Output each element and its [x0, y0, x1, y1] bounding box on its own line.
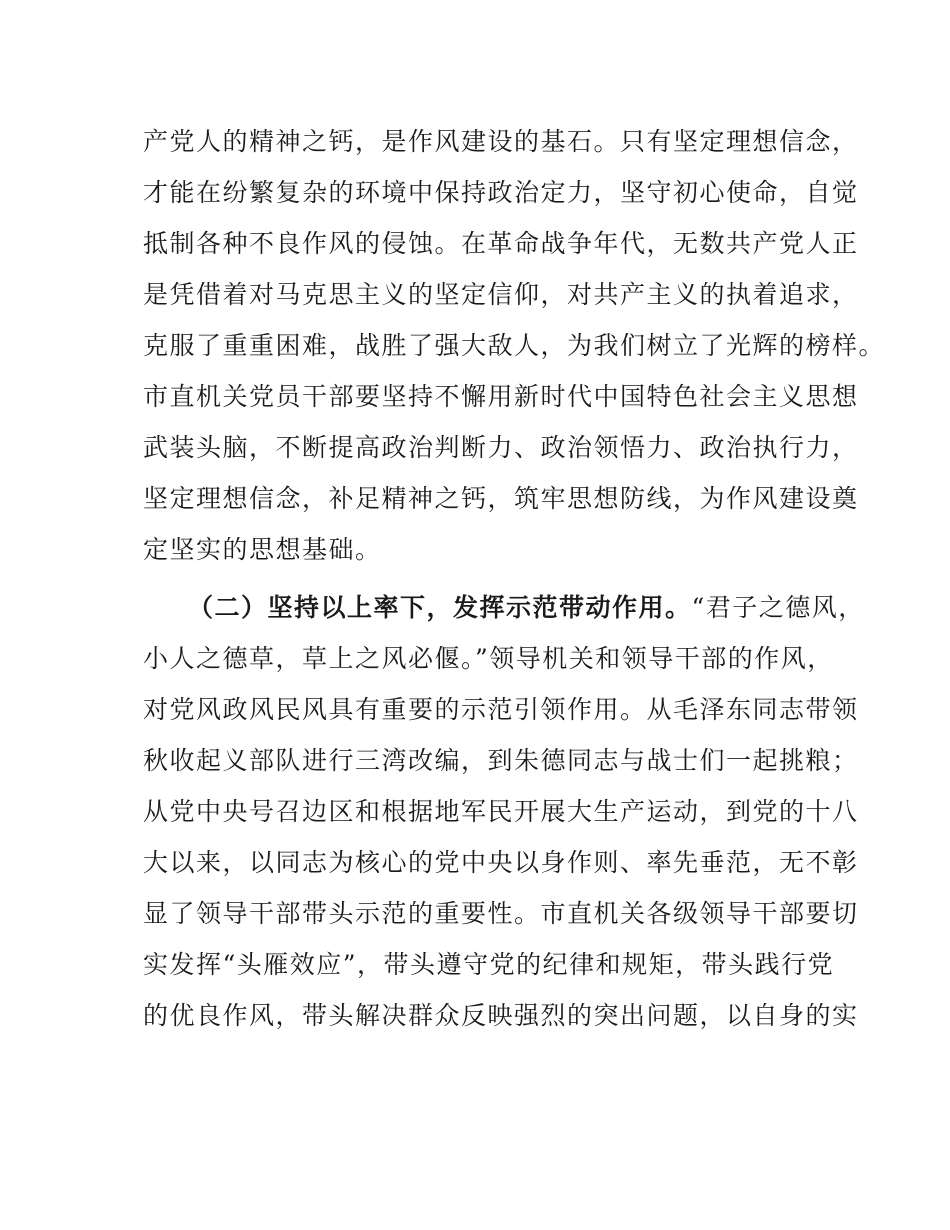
paragraph-2-line-7: 显了领导干部带头示范的重要性。市直机关各级领导干部要切 — [143, 899, 859, 928]
paragraph-1-line-3: 抵制各种不良作风的侵蚀。在革命战争年代，无数共产党人正 — [143, 229, 859, 258]
paragraph-1-line-7: 武装头脑，不断提高政治判断力、政治领悟力、政治执行力， — [143, 433, 859, 462]
paragraph-1-line-1: 产党人的精神之钙，是作风建设的基石。只有坚定理想信念， — [143, 127, 859, 156]
paragraph-2-first-line — [188, 593, 868, 623]
paragraph-2-line-5: 从党中央号召边区和根据地军民开展大生产运动，到党的十八 — [143, 797, 859, 826]
paragraph-2-line-2: 小人之德草，草上之风必偃。”领导机关和领导干部的作风， — [143, 644, 834, 673]
paragraph-2-line-8: 实发挥“头雁效应”，带头遵守党的纪律和规矩，带头践行党 — [143, 950, 835, 979]
paragraph-2-line-4: 秋收起义部队进行三湾改编，到朱德同志与战士们一起挑粮； — [143, 746, 859, 775]
paragraph-1-line-8: 坚定理想信念，补足精神之钙，筑牢思想防线，为作风建设奠 — [143, 484, 859, 513]
paragraph-1-line-4: 是凭借着对马克思主义的坚定信仰，对共产主义的执着追求， — [143, 280, 859, 309]
paragraph-1-line-2: 才能在纷繁复杂的环境中保持政治定力，坚守初心使命，自觉 — [143, 178, 859, 207]
paragraph-1-line-6: 市直机关党员干部要坚持不懈用新时代中国特色社会主义思想 — [143, 382, 859, 411]
section-heading: （二）坚持以上率下，发挥示范带动作用。 — [188, 593, 692, 622]
paragraph-2-line-3: 对党风政风民风具有重要的示范引领作用。从毛泽东同志带领 — [143, 695, 859, 724]
paragraph-2-first-line-rest: “君子之德风， — [691, 593, 865, 622]
paragraph-1-line-9: 定坚实的思想基础。 — [143, 535, 382, 564]
paragraph-2-line-9: 的优良作风，带头解决群众反映强烈的突出问题，以自身的实 — [143, 1001, 859, 1030]
paragraph-1-line-5: 克服了重重困难，战胜了强大敌人，为我们树立了光辉的榜样。 — [143, 331, 886, 360]
paragraph-2-line-6: 大以来，以同志为核心的党中央以身作则、率先垂范，无不彰 — [143, 848, 859, 877]
